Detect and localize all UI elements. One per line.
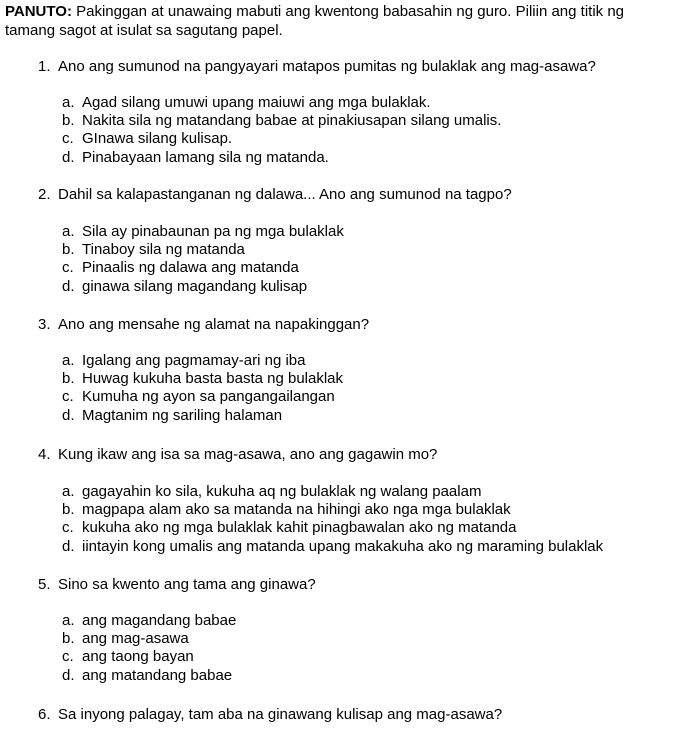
choice-letter: c. [62, 388, 74, 406]
choice-3d [62, 407, 343, 425]
choice-text: gagayahin ko sila, kukuha aq ng bulaklak ng walang paalam [82, 483, 482, 500]
choice-letter: a. [62, 94, 75, 111]
choice-text: Sila ay pinabaunan pa ng mga bulaklak [82, 223, 344, 240]
choice-letter: a. [62, 223, 75, 240]
choice-letter: b. [62, 370, 75, 388]
choices-4 [62, 483, 603, 556]
instructions-label: PANUTO: [5, 3, 72, 20]
question-6 [38, 706, 502, 724]
choice-text: magpapa alam ako sa matanda na hihingi ako nga mga bulaklak [82, 501, 511, 519]
question-text: Sa inyong palagay, tam aba na ginawang kulisap ang mag-asawa? [58, 706, 503, 723]
choice-text: ang taong bayan [82, 648, 194, 666]
choice-text: Tinaboy sila ng matanda [82, 241, 245, 259]
choice-text: GInawa silang kulisap. [82, 130, 233, 148]
choice-5a [62, 612, 236, 630]
choice-text: Pinaalis ng dalawa ang matanda [82, 259, 299, 277]
instructions [5, 2, 677, 40]
choice-text: Magtanim ng sariling halaman [82, 406, 283, 424]
choice-letter: d. [62, 148, 75, 166]
choice-3a [62, 352, 343, 370]
choice-text: Huwag kukuha basta basta ng bulaklak [82, 370, 344, 388]
choice-1d [62, 149, 501, 167]
question-text: Kung ikaw ang isa sa mag-asawa, ano ang gagawin mo? [58, 446, 438, 463]
question-number: 4. [38, 446, 51, 463]
question-2 [38, 186, 512, 204]
choice-letter: d. [62, 666, 75, 684]
question-3 [38, 316, 369, 334]
choice-2c [62, 259, 344, 277]
choice-5d [62, 667, 236, 685]
question-number: 3. [38, 316, 51, 333]
question-text: Ano ang mensahe ng alamat na napakinggan? [58, 316, 370, 333]
choice-letter: b. [62, 112, 75, 130]
question-text: Dahil sa kalapastanganan ng dalawa... Ano ang sumunod na tagpo? [58, 186, 512, 203]
choice-text: iintayin kong umalis ang matanda upang makakuha ako ng maraming bulaklak [82, 537, 604, 555]
choice-4a [62, 483, 603, 501]
choice-2b [62, 241, 344, 259]
choice-text: Pinabayaan lamang sila ng matanda. [82, 148, 329, 166]
choice-text: Agad silang umuwi upang maiuwi ang mga bulaklak. [82, 94, 431, 111]
choice-3c [62, 388, 343, 406]
choice-text: ang mag-asawa [82, 630, 189, 648]
choice-text: Igalang ang pagmamay-ari ng iba [82, 352, 306, 369]
choice-letter: b. [62, 630, 75, 648]
choice-text: ang magandang babae [82, 612, 237, 629]
question-5 [38, 576, 316, 594]
choices-2 [62, 223, 344, 296]
choice-text: ang matandang babae [82, 666, 233, 684]
question-number: 2. [38, 186, 51, 203]
choices-3 [62, 352, 343, 425]
choice-text: kukuha ako ng mga bulaklak kahit pinagbawalan ako ng matanda [82, 519, 517, 537]
choice-text: ginawa silang magandang kulisap [82, 277, 308, 295]
choice-1a [62, 94, 501, 112]
choice-letter: d. [62, 277, 75, 295]
choice-letter: c. [62, 130, 74, 148]
choice-5b [62, 630, 236, 648]
question-number: 5. [38, 576, 51, 593]
choices-1 [62, 94, 501, 167]
choice-text: Kumuha ng ayon sa pangangailangan [82, 388, 335, 406]
choice-letter: a. [62, 352, 75, 369]
choice-letter: a. [62, 483, 75, 500]
choice-2a [62, 223, 344, 241]
choice-1c [62, 130, 501, 148]
choice-5c [62, 648, 236, 666]
choice-letter: b. [62, 241, 75, 259]
choice-4d [62, 538, 603, 556]
question-text: Sino sa kwento ang tama ang ginawa? [58, 576, 316, 593]
choice-text: Nakita sila ng matandang babae at pinakiusapan silang umalis. [82, 112, 502, 130]
choice-letter: c. [62, 259, 74, 277]
choice-letter: d. [62, 406, 75, 424]
choice-letter: d. [62, 537, 75, 555]
choice-4b [62, 501, 603, 519]
choice-1b [62, 112, 501, 130]
choice-2d [62, 278, 344, 296]
question-4 [38, 446, 437, 464]
instructions-text: Pakinggan at unawaing mabuti ang kwentong babasahin ng guro. Piliin ang titik ng tamang sagot at isulat sa sagutang papel. [5, 3, 625, 39]
choices-5 [62, 612, 236, 685]
choice-letter: b. [62, 501, 75, 519]
question-text: Ano ang sumunod na pangyayari matapos pumitas ng bulaklak ang mag-asawa? [58, 58, 596, 75]
choice-letter: a. [62, 612, 75, 629]
choice-letter: c. [62, 519, 74, 537]
question-1 [38, 58, 596, 76]
choice-3b [62, 370, 343, 388]
choice-4c [62, 519, 603, 537]
question-number: 1. [38, 58, 51, 75]
choice-letter: c. [62, 648, 74, 666]
question-number: 6. [38, 706, 51, 723]
